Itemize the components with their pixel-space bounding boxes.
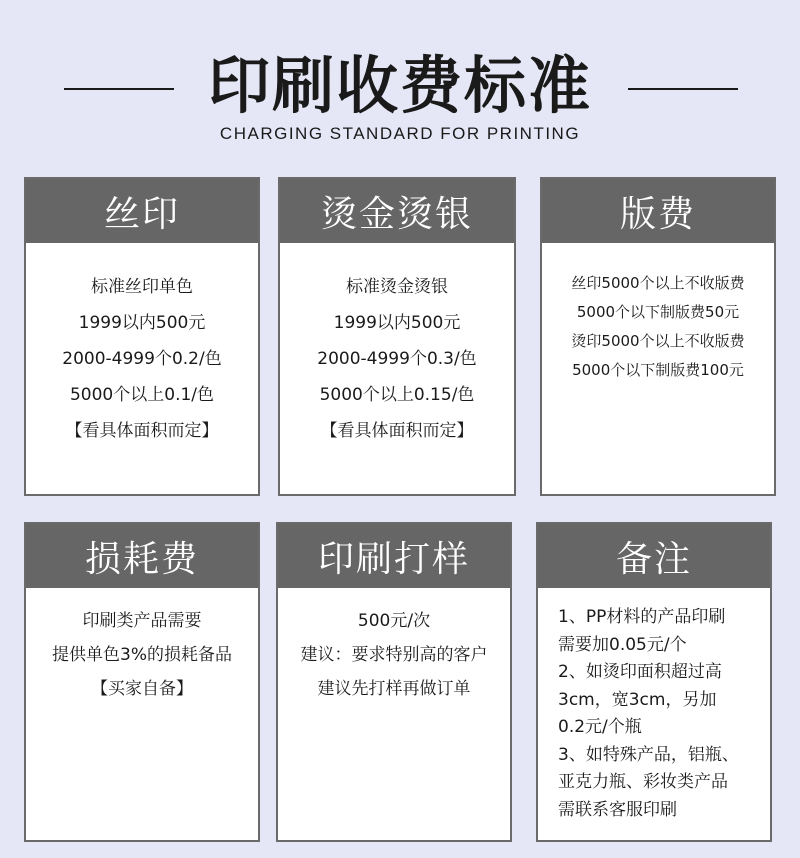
card-title: 丝印: [26, 179, 258, 243]
card-line: 建议先打样再做订单: [317, 679, 471, 699]
card-silk-screen: [24, 177, 260, 496]
card-hot-stamping: [278, 177, 516, 496]
card-line: 【看具体面积而定】: [65, 421, 219, 441]
page-title: 印刷收费标准: [207, 49, 592, 122]
card-line: 0.2元/个瓶: [558, 717, 642, 737]
card-line: 需要加0.05元/个: [558, 634, 687, 655]
card-line: 亚克力瓶、彩妆类产品: [558, 772, 728, 792]
card-line: 1、PP材料的产品印刷: [558, 607, 726, 627]
card-line: 2、如烫印面积超过高: [558, 662, 722, 682]
card-line: 3cm，宽3cm，另加: [558, 689, 717, 710]
card-title: 损耗费: [26, 524, 258, 588]
card-body: [280, 243, 514, 449]
card-line: 2000-4999个0.3/色: [317, 349, 477, 369]
card-line: 5000个以下制版费50元: [576, 303, 740, 321]
card-line: 5000个以上0.1/色: [69, 385, 215, 405]
card-body: [26, 588, 258, 706]
card-line: 2000-4999个0.2/色: [62, 349, 222, 369]
card-remarks: [536, 522, 772, 842]
card-line: 标准丝印单色: [91, 277, 193, 297]
card-line: 500元/次: [357, 611, 431, 631]
card-line: 5000个以下制版费100元: [572, 361, 744, 379]
card-line: 1999以内500元: [78, 313, 206, 333]
page-subtitle: CHARGING STANDARD FOR PRINTING: [219, 124, 581, 143]
card-body: [26, 243, 258, 449]
card-line: 3、如特殊产品，铝瓶、: [558, 744, 739, 765]
card-plate-fee: [540, 177, 776, 496]
card-print-proof: [276, 522, 512, 842]
card-line: 【看具体面积而定】: [320, 421, 474, 441]
card-line: 【买家自备】: [91, 679, 193, 699]
card-body: [542, 243, 774, 385]
card-line: 需联系客服印刷: [558, 799, 677, 820]
card-title: 版费: [542, 179, 774, 243]
card-line: 烫印5000个以上不收版费: [571, 332, 745, 350]
card-body: [278, 588, 510, 706]
card-title: 印刷打样: [278, 524, 510, 588]
card-title: 烫金烫银: [280, 179, 514, 243]
card-line: 标准烫金烫银: [346, 277, 448, 297]
page-header: [0, 0, 800, 160]
card-line: 印刷类产品需要: [82, 611, 202, 631]
card-line: 5000个以上0.15/色: [319, 385, 475, 405]
card-line: 1999以内500元: [333, 313, 461, 333]
card-title: 备注: [538, 524, 770, 588]
card-line: 建议：要求特别高的客户: [300, 645, 488, 665]
card-line: 丝印5000个以上不收版费: [571, 274, 745, 292]
card-line: 提供单色3%的损耗备品: [52, 645, 232, 665]
card-body: [538, 588, 770, 824]
card-wastage-fee: [24, 522, 260, 842]
